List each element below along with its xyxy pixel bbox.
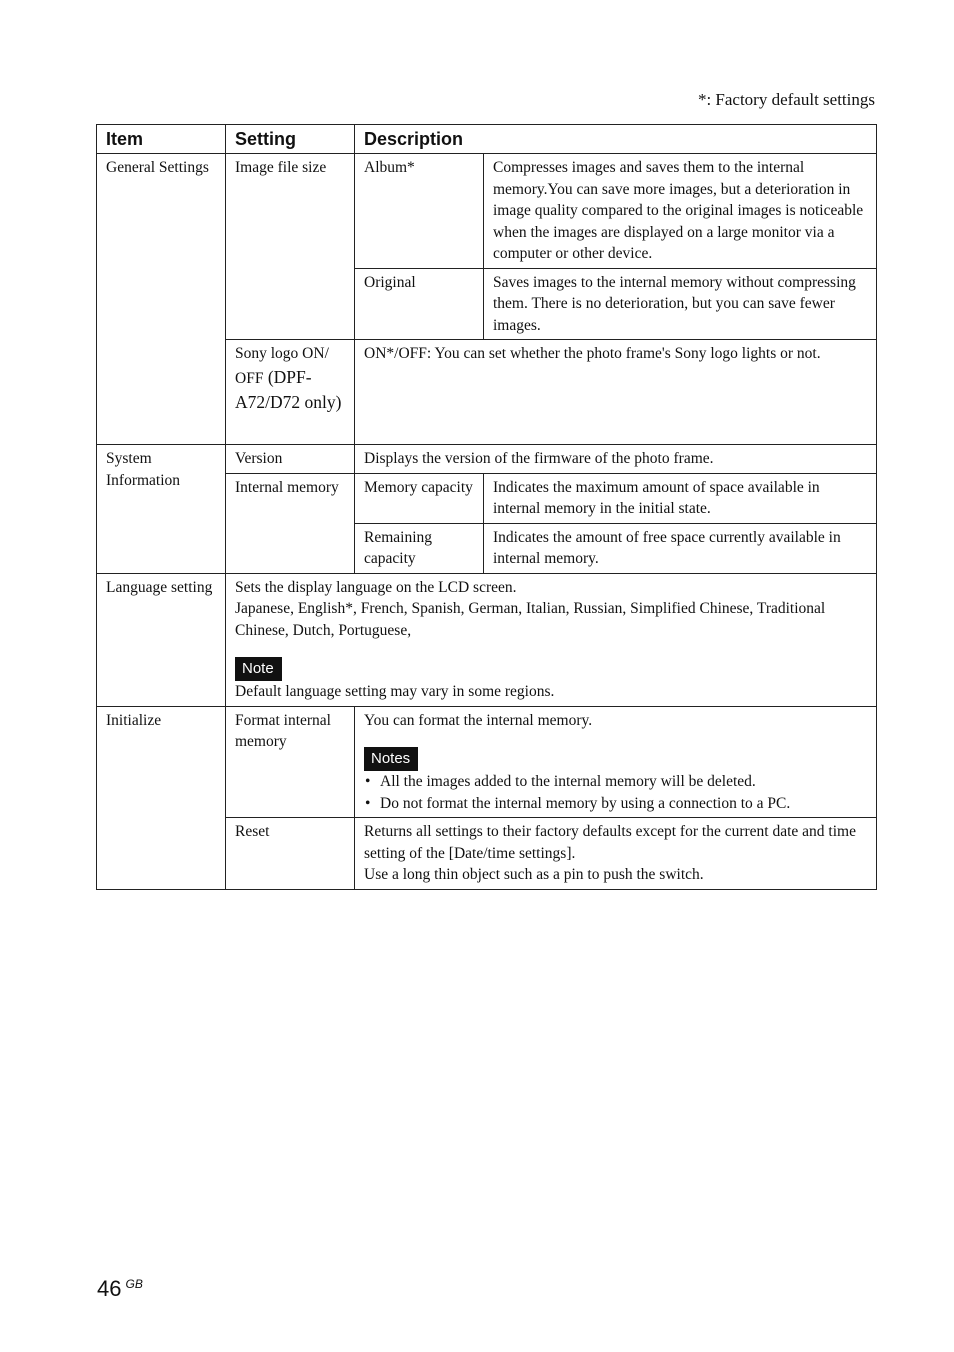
desc-sony-logo: ON*/OFF: You can set whether the photo frame's Sony logo lights or not. [355,340,877,445]
desc-album: Compresses images and saves them to the internal memory.You can save more images, but a deterioration in image quality compared to the original images is noticeable when the images are displayed on a large monitor via a computer or other device. [484,154,877,269]
list-item: • Do not format the internal memory by using a connection to a PC. [364,793,868,815]
setting-sony-logo [226,340,355,445]
sony-logo-label: Sony logo ON/ OFF [235,345,329,387]
desc-memory-capacity: Indicates the maximum amount of space available in internal memory in the initial state. [484,473,877,523]
list-item: • All the images added to the internal memory will be deleted. [364,771,868,793]
language-note-text: Default language setting may vary in some regions. [235,683,555,700]
setting-version: Version [226,445,355,474]
table-row [97,445,877,474]
option-memory-capacity: Memory capacity [355,473,484,523]
notes-tag: Notes [364,747,418,771]
reset-desc-1: Returns all settings to their factory defaults except for the current date and time setting of the [Date/time settings]. [364,823,856,862]
desc-version: Displays the version of the firmware of the photo frame. [355,445,877,474]
header-description: Description [355,125,877,154]
language-line-2: Japanese, English*, French, Spanish, German, Italian, Russian, Simplified Chinese, Traditional Chinese, Dutch, Portuguese, [235,600,826,639]
region-code: GB [125,1277,143,1291]
sony-logo-models: (DPF-A72/D72 only) [235,366,342,412]
item-initialize: Initialize [97,706,226,889]
notes-list [364,771,868,814]
setting-internal-memory: Internal memory [226,473,355,573]
option-original: Original [355,268,484,340]
option-remaining-capacity: Remaining capacity [355,523,484,573]
table-row [97,573,877,706]
desc-remaining-capacity: Indicates the amount of free space currently available in internal memory. [484,523,877,573]
settings-table [96,124,877,890]
header-setting: Setting [226,125,355,154]
table-header-row [97,125,877,154]
header-item: Item [97,125,226,154]
table-row [97,706,877,818]
desc-format-internal-memory [355,706,877,818]
setting-image-file-size: Image file size [226,154,355,340]
page-number [97,1276,143,1302]
language-line-1: Sets the display language on the LCD screen. [235,578,517,596]
note-tag: Note [235,657,282,681]
setting-format-internal-memory: Format internal memory [226,706,355,818]
desc-language-setting [226,573,877,706]
item-language-setting: Language setting [97,573,226,706]
table-row [97,154,877,269]
desc-reset [355,818,877,890]
factory-default-note: *: Factory default settings [697,90,875,109]
setting-reset: Reset [226,818,355,890]
reset-desc-2: Use a long thin object such as a pin to push the switch. [364,866,704,883]
option-album: Album* [355,154,484,269]
page-number-value: 46 [97,1276,122,1301]
item-general-settings: General Settings [97,154,226,445]
item-system-information: System Information [97,445,226,574]
desc-original: Saves images to the internal memory without compressing them. There is no deterioration, but you can save fewer images. [484,268,877,340]
format-desc: You can format the internal memory. [364,711,593,729]
